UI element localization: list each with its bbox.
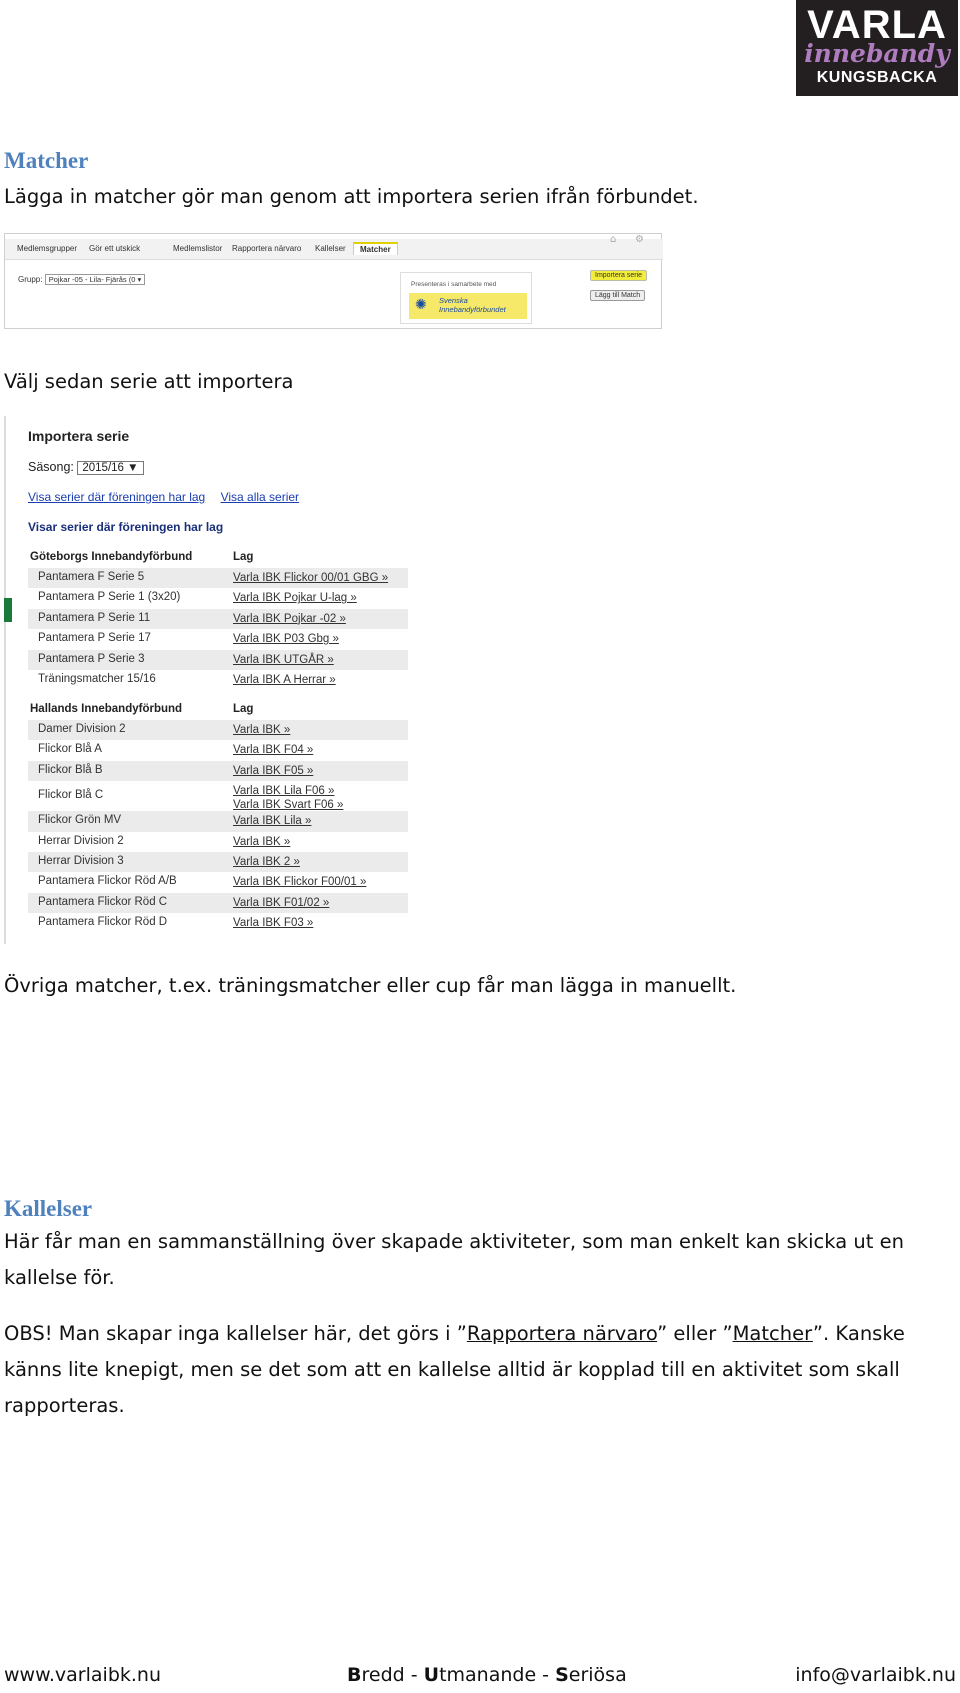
logo-line1: VARLA xyxy=(807,3,947,47)
lag-cell xyxy=(233,784,343,812)
table-row xyxy=(28,629,408,649)
para2-post: ”. Kanske xyxy=(812,1322,905,1345)
grupp-select-value: Pojkar -05 - Lila- Fjärås (0 xyxy=(48,275,136,284)
table-row xyxy=(28,811,408,831)
table-row xyxy=(28,720,408,740)
importera-serie-title: Importera serie xyxy=(28,428,130,444)
matcher-intro: Lägga in matcher gör man genom att importera serien ifrån förbundet. xyxy=(4,185,699,208)
table-row xyxy=(28,568,408,588)
importera-serie-button[interactable]: Importera serie xyxy=(590,270,647,281)
grupp-label: Grupp: xyxy=(18,275,43,284)
table-row xyxy=(28,913,408,933)
lag-link[interactable]: Varla IBK Svart F06 » xyxy=(233,799,344,812)
serie-name: Flickor Blå B xyxy=(38,763,103,776)
para2-pre: OBS! Man skapar inga kallelser här, det görs i ” xyxy=(4,1322,467,1345)
varla-logo xyxy=(796,0,958,96)
halland-header: Hallands Innebandyförbund xyxy=(30,703,183,715)
logo-line2: innebandy xyxy=(804,39,950,68)
visar-serier-subtitle: Visar serier där föreningen har lag xyxy=(28,520,224,534)
season-value: 2015/16 xyxy=(82,462,124,474)
lag-cell xyxy=(233,571,388,585)
nav-gor-ett-utskick[interactable]: Gör ett utskick xyxy=(89,244,141,253)
lag-cell xyxy=(233,653,334,667)
halland-table xyxy=(28,700,408,934)
valj-text: Välj sedan serie att importera xyxy=(4,370,294,393)
serie-name: Flickor Blå C xyxy=(38,789,104,802)
lag-cell xyxy=(233,743,313,757)
serie-name: Pantamera Flickor Röd A/B xyxy=(38,875,177,888)
nav-matcher[interactable]: Matcher xyxy=(353,242,398,255)
grupp-select[interactable]: Pojkar -05 - Lila- Fjärås (0 ▾ xyxy=(45,274,146,285)
nav-medlemsgrupper[interactable]: Medlemsgrupper xyxy=(17,244,78,253)
link-visa-alla-serier[interactable]: Visa alla serier xyxy=(220,490,300,504)
table-row xyxy=(28,670,408,690)
lagg-till-match-button[interactable]: Lägg till Match xyxy=(590,290,645,301)
table-header xyxy=(28,700,408,720)
slogan-t3: eriösa xyxy=(568,1664,627,1686)
screenshot-importera-serie xyxy=(4,416,406,944)
matcher-heading: Matcher xyxy=(4,148,89,173)
sponsor-name: Svenska Innebandyförbundet xyxy=(439,296,506,314)
lag-link[interactable]: Varla IBK Flickor 00/01 GBG » xyxy=(233,572,389,584)
kallelser-para2-line3: rapporteras. xyxy=(4,1394,125,1417)
sponsor-banner xyxy=(409,293,527,319)
goteborg-header: Göteborgs Innebandyförbund xyxy=(30,551,193,563)
season-select[interactable]: 2015/16 ▼ xyxy=(77,461,143,475)
serie-name: Pantamera P Serie 1 (3x20) xyxy=(38,591,181,604)
lag-link[interactable]: Varla IBK F04 » xyxy=(233,744,314,757)
grupp-selector xyxy=(18,274,145,285)
nav-rapportera-narvaro[interactable]: Rapportera närvaro xyxy=(232,244,302,253)
kallelser-para1-line2: kallelse för. xyxy=(4,1266,115,1289)
lag-cell xyxy=(233,896,329,910)
link-rapportera-narvaro[interactable]: Rapportera närvaro xyxy=(466,1322,658,1345)
slogan-s: S xyxy=(555,1664,569,1686)
serie-name: Pantamera P Serie 17 xyxy=(38,632,151,645)
lag-cell xyxy=(233,723,290,737)
lag-cell xyxy=(233,673,336,687)
tools-icon[interactable]: ⚙ xyxy=(635,234,644,245)
link-matcher[interactable]: Matcher xyxy=(732,1322,813,1345)
slogan-t2: tmanande - xyxy=(439,1664,556,1686)
kallelser-para1-line1: Här får man en sammanställning över skapade aktiviteter, som man enkelt kan skicka ut en xyxy=(4,1230,904,1253)
lag-link[interactable]: Varla IBK P03 Gbg » xyxy=(233,633,339,646)
table-row xyxy=(28,832,408,852)
lag-link[interactable]: Varla IBK » xyxy=(233,835,291,848)
lag-link[interactable]: Varla IBK F05 » xyxy=(233,764,314,777)
lag-cell xyxy=(233,855,300,869)
lag-link[interactable]: Varla IBK F03 » xyxy=(233,917,314,930)
kallelser-heading: Kallelser xyxy=(4,1196,93,1221)
lag-link[interactable]: Varla IBK A Herrar » xyxy=(233,673,336,686)
nav-bar xyxy=(5,239,663,260)
home-icon[interactable]: ⌂ xyxy=(610,234,617,245)
serie-name: Herrar Division 2 xyxy=(38,834,124,847)
slogan-b: B xyxy=(347,1664,362,1686)
side-marker xyxy=(4,598,12,622)
serie-name: Flickor Grön MV xyxy=(38,814,122,827)
lag-cell xyxy=(233,875,366,889)
goteborg-table xyxy=(28,548,408,690)
kallelser-para2-line1 xyxy=(4,1316,905,1352)
table-row xyxy=(28,609,408,629)
lag-header: Lag xyxy=(233,551,254,563)
lag-cell xyxy=(233,591,357,605)
table-row xyxy=(28,650,408,670)
lag-header: Lag xyxy=(233,703,254,715)
serie-name: Pantamera Flickor Röd C xyxy=(38,895,168,908)
footer-website: www.varlaibk.nu xyxy=(4,1664,162,1686)
footer-email: info@varlaibk.nu xyxy=(795,1664,956,1686)
logo-line3: KUNGSBACKA xyxy=(816,69,938,86)
season-selector xyxy=(28,460,144,475)
table-row xyxy=(28,893,408,913)
table-row xyxy=(28,781,408,811)
serie-name: Pantamera F Serie 5 xyxy=(38,571,145,583)
slogan-t1: redd - xyxy=(361,1664,424,1686)
table-row xyxy=(28,761,408,781)
serie-name: Pantamera P Serie 11 xyxy=(38,611,151,624)
lag-link[interactable]: Varla IBK Flickor F00/01 » xyxy=(233,876,367,889)
lag-link[interactable]: Varla IBK UTGÅR » xyxy=(233,653,334,666)
table-row xyxy=(28,740,408,760)
serie-name: Träningsmatcher 15/16 xyxy=(38,672,156,685)
lag-link[interactable]: Varla IBK Pojkar U-lag » xyxy=(233,592,357,605)
nav-medlemslistor[interactable]: Medlemslistor xyxy=(173,244,223,253)
serie-name: Damer Division 2 xyxy=(38,723,126,735)
table-row xyxy=(28,872,408,892)
serie-name: Pantamera P Serie 3 xyxy=(38,652,145,665)
lag-cell xyxy=(233,916,313,930)
season-label: Säsong: xyxy=(28,460,74,474)
lag-link[interactable]: Varla IBK Lila » xyxy=(233,815,312,828)
kallelser-para2-line2: känns lite knepigt, men se det som att en kallelse alltid är kopplad till en aktivitet som skall xyxy=(4,1358,900,1381)
lag-cell xyxy=(233,612,346,626)
sponsor-box xyxy=(400,272,532,324)
filter-links xyxy=(28,490,311,504)
footer-slogan xyxy=(347,1664,627,1686)
sponsor-text: Presenteras i samarbete med xyxy=(411,281,497,288)
serie-name: Herrar Division 3 xyxy=(38,854,124,867)
lag-link[interactable]: Varla IBK Pojkar -02 » xyxy=(233,612,346,625)
screenshot-matcher-page xyxy=(4,233,662,329)
lag-link[interactable]: Varla IBK F01/02 » xyxy=(233,896,330,909)
sib-logo-icon: ✺ xyxy=(415,297,427,313)
table-row xyxy=(28,588,408,608)
ovriga-text: Övriga matcher, t.ex. träningsmatcher eller cup får man lägga in manuellt. xyxy=(4,974,737,997)
lag-link[interactable]: Varla IBK Lila F06 » xyxy=(233,785,335,798)
slogan-u: U xyxy=(423,1664,440,1686)
lag-cell xyxy=(233,632,339,646)
lag-link[interactable]: Varla IBK 2 » xyxy=(233,855,300,868)
lag-cell xyxy=(233,764,313,778)
nav-kallelser[interactable]: Kallelser xyxy=(315,244,346,253)
lag-cell xyxy=(233,835,290,849)
serie-name: Pantamera Flickor Röd D xyxy=(38,916,168,929)
lag-link[interactable]: Varla IBK » xyxy=(233,724,291,736)
para2-mid: ” eller ” xyxy=(657,1322,733,1345)
link-visa-serier-forening[interactable]: Visa serier där föreningen har lag xyxy=(28,490,206,504)
serie-name: Flickor Blå A xyxy=(38,743,102,756)
table-row xyxy=(28,852,408,872)
table-header xyxy=(28,548,408,568)
lag-cell xyxy=(233,814,311,828)
